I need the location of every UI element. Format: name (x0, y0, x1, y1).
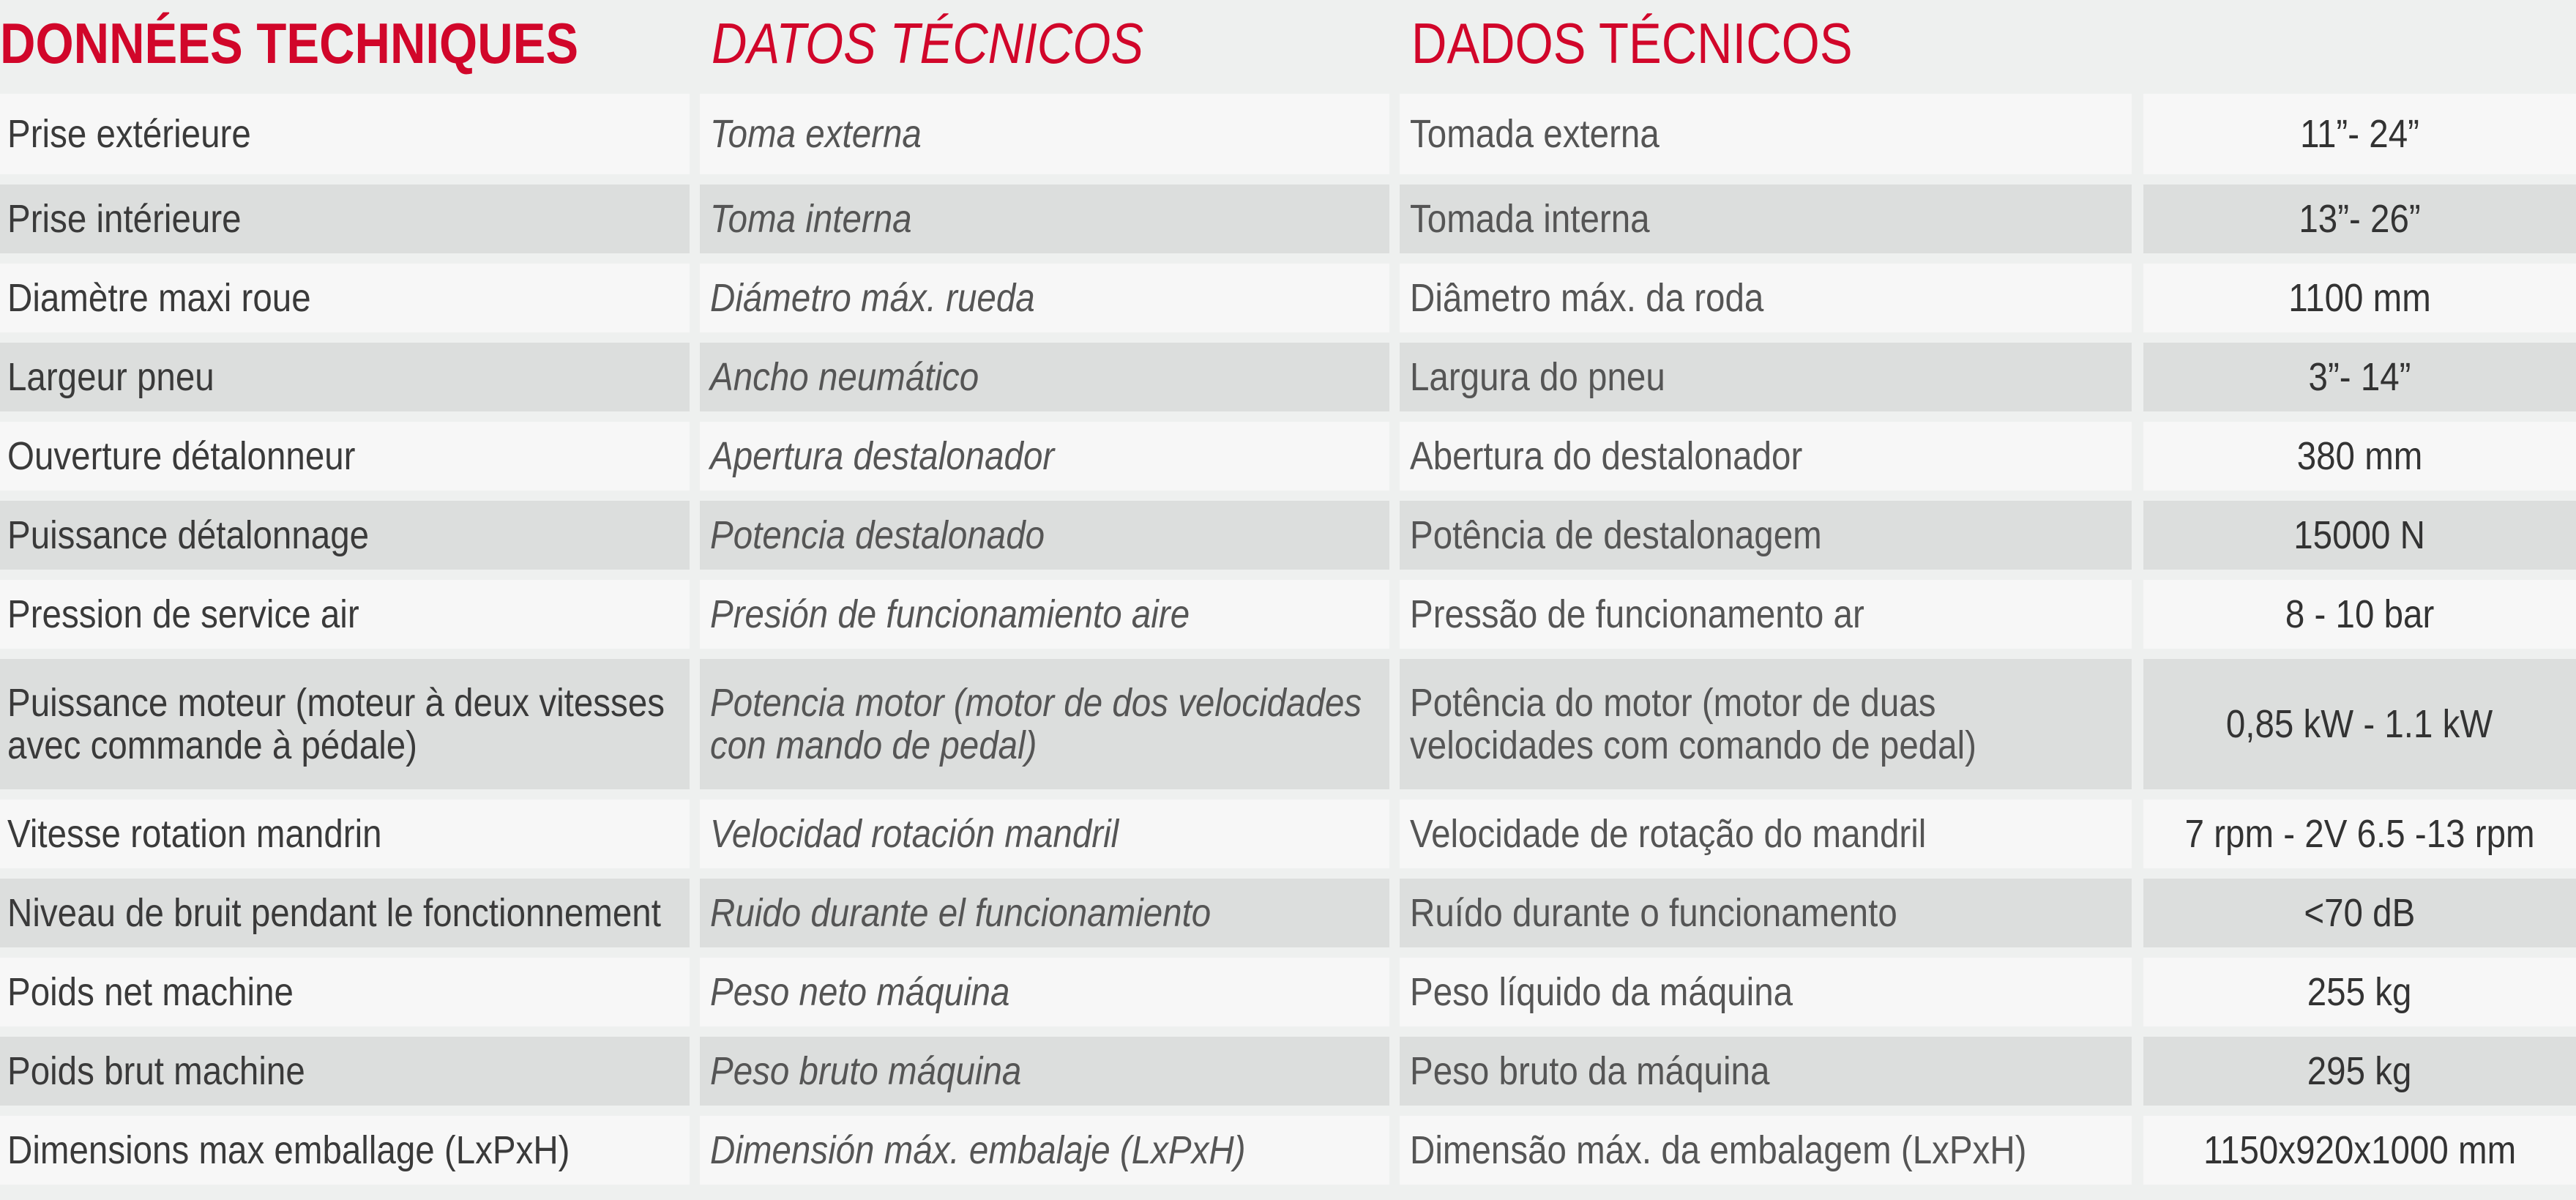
spec-value: 3”- 14” (2143, 343, 2576, 411)
spec-value: 380 mm (2143, 422, 2576, 491)
label-portuguese: Tomada interna (1400, 185, 2132, 253)
label-french: Poids brut machine (0, 1037, 690, 1106)
label-portuguese: Velocidade de rotação do mandril (1400, 800, 2132, 868)
table-row (0, 1037, 2576, 1106)
label-portuguese: Diâmetro máx. da roda (1400, 264, 2132, 332)
spec-value: 15000 N (2143, 501, 2576, 570)
spec-value: 295 kg (2143, 1037, 2576, 1106)
label-spanish: Potencia motor (motor de dos velocidades con mando de pedal) (700, 659, 1389, 789)
label-spanish: Ancho neumático (700, 343, 1389, 411)
table-row (0, 422, 2576, 491)
label-french: Largeur pneu (0, 343, 690, 411)
label-portuguese: Potência de destalonagem (1400, 501, 2132, 570)
label-portuguese: Ruído durante o funcionamento (1400, 879, 2132, 947)
table-row (0, 185, 2576, 253)
label-spanish: Toma interna (700, 185, 1389, 253)
header-portuguese: DADOS TÉCNICOS (1411, 11, 1853, 75)
spec-value: 8 - 10 bar (2143, 580, 2576, 649)
label-portuguese: Abertura do destalonador (1400, 422, 2132, 491)
label-french: Puissance détalonnage (0, 501, 690, 570)
label-french: Diamètre maxi roue (0, 264, 690, 332)
spec-value: 0,85 kW - 1.1 kW (2143, 659, 2576, 789)
column-headers (0, 0, 2576, 94)
label-portuguese: Largura do pneu (1400, 343, 2132, 411)
spec-value: 1100 mm (2143, 264, 2576, 332)
label-spanish: Toma externa (700, 94, 1389, 174)
header-french: DONNÉES TECHNIQUES (0, 11, 579, 75)
label-portuguese: Peso bruto da máquina (1400, 1037, 2132, 1106)
label-french: Vitesse rotation mandrin (0, 800, 690, 868)
label-spanish: Peso neto máquina (700, 958, 1389, 1026)
label-french: Dimensions max emballage (LxPxH) (0, 1116, 690, 1185)
label-french: Ouverture détalonneur (0, 422, 690, 491)
spec-value: 11”- 24” (2143, 94, 2576, 174)
spec-value: 13”- 26” (2143, 185, 2576, 253)
label-portuguese: Dimensão máx. da embalagem (LxPxH) (1400, 1116, 2132, 1185)
label-french: Niveau de bruit pendant le fonctionnement (0, 879, 690, 947)
label-french: Prise intérieure (0, 185, 690, 253)
table-row (0, 580, 2576, 649)
table-row (0, 94, 2576, 174)
label-portuguese: Peso líquido da máquina (1400, 958, 2132, 1026)
spec-value: <70 dB (2143, 879, 2576, 947)
label-french: Pression de service air (0, 580, 690, 649)
label-spanish: Peso bruto máquina (700, 1037, 1389, 1106)
label-spanish: Velocidad rotación mandril (700, 800, 1389, 868)
table-row (0, 800, 2576, 868)
table-row (0, 501, 2576, 570)
label-spanish: Potencia destalonado (700, 501, 1389, 570)
table-row (0, 264, 2576, 332)
label-portuguese: Tomada externa (1400, 94, 2132, 174)
label-french: Prise extérieure (0, 94, 690, 174)
label-portuguese: Pressão de funcionamento ar (1400, 580, 2132, 649)
spec-table (0, 94, 2576, 1185)
label-spanish: Presión de funcionamiento aire (700, 580, 1389, 649)
table-row (0, 343, 2576, 411)
table-row (0, 958, 2576, 1026)
table-row (0, 1116, 2576, 1185)
header-spanish: DATOS TÉCNICOS (712, 11, 1144, 75)
label-french: Puissance moteur (moteur à deux vitesses avec commande à pédale) (0, 659, 690, 789)
label-french: Poids net machine (0, 958, 690, 1026)
label-spanish: Diámetro máx. rueda (700, 264, 1389, 332)
label-portuguese: Potência do motor (motor de duas velocidades com comando de pedal) (1400, 659, 2132, 789)
spec-value: 7 rpm - 2V 6.5 -13 rpm (2143, 800, 2576, 868)
spec-value: 255 kg (2143, 958, 2576, 1026)
label-spanish: Dimensión máx. embalaje (LxPxH) (700, 1116, 1389, 1185)
spec-value: 1150x920x1000 mm (2143, 1116, 2576, 1185)
label-spanish: Ruido durante el funcionamiento (700, 879, 1389, 947)
table-row (0, 879, 2576, 947)
label-spanish: Apertura destalonador (700, 422, 1389, 491)
table-row (0, 659, 2576, 789)
